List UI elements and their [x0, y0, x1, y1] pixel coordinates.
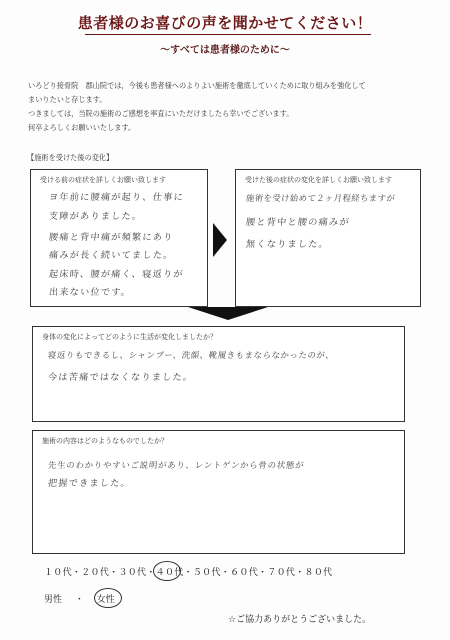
handwritten-line: 出来ない位です。	[48, 287, 132, 298]
age-separator: ・	[220, 568, 231, 578]
age-separator: ・	[146, 568, 156, 578]
age-options	[44, 565, 332, 578]
intro-line: つきましては，当院の施術のご感想を率直にいただけましたら幸いでございます。	[28, 109, 294, 118]
handwritten-line: 寝返りもできるし、シャンプー、洗顔、靴履きもまならなかったのが、	[47, 350, 335, 360]
age-separator: ・	[258, 568, 268, 578]
age-option-selected[interactable]: ４０代	[156, 565, 184, 578]
handwritten-line: 無くなりました。	[245, 239, 330, 250]
handwritten-line: 腰痛と背中痛が頻繁にあり	[48, 232, 175, 243]
handwritten-line: 腰と背中と腰の痛みが	[245, 217, 351, 228]
age-option[interactable]: ７０代	[267, 568, 296, 578]
age-option[interactable]: ６０代	[230, 568, 258, 578]
age-option[interactable]: ２０代	[81, 568, 110, 578]
gender-separator: ・	[74, 595, 84, 605]
title-underline	[85, 34, 371, 35]
handwritten-line: 痛みが長く続いてました。	[48, 250, 175, 261]
treatment-content-box[interactable]	[32, 430, 405, 554]
gender-male-option[interactable]: 男性	[44, 595, 63, 605]
age-separator: ・	[295, 568, 305, 578]
handwritten-line: 支障がありました。	[48, 211, 143, 222]
gender-female-option-selected[interactable]: 女性	[97, 592, 115, 605]
section-heading: 【施術を受けた後の変化】	[27, 153, 114, 162]
handwritten-line: 今は苦痛ではなくなりました。	[47, 372, 194, 383]
before-symptoms-box[interactable]	[30, 169, 208, 307]
before-symptoms-label: 受ける前の症状を詳しくお願い致します	[40, 176, 166, 184]
age-separator: ・	[183, 568, 193, 578]
arrow-down-icon	[188, 307, 268, 320]
after-symptoms-box[interactable]	[235, 169, 421, 307]
life-change-label: 身体の変化によってどのように生活が変化しましたか？	[42, 333, 217, 341]
arrow-right-icon	[213, 223, 227, 257]
gender-options	[44, 592, 115, 605]
after-symptoms-label: 受けた後の症状の変化を詳しくお願い致します	[245, 176, 392, 184]
age-separator: ・	[109, 568, 119, 578]
age-option[interactable]: １０代	[44, 568, 72, 578]
handwritten-line: 起床時、腰が痛く、寝返りが	[48, 269, 185, 280]
handwritten-line: 施術を受け始めて２ヶ月程経ちますが	[245, 193, 396, 203]
intro-line: 何卒よろしくお願いいたします。	[28, 123, 136, 132]
intro-line: いろどり接骨院 郡山院では，今後も患者様へのよりよい施術を徹底していくために取り組みを強化して	[28, 81, 366, 90]
page-title: 患者様のお喜びの声を聞かせてください！	[77, 14, 373, 32]
handwritten-line: ヨ年前に腰痛が起り、仕事に	[48, 192, 185, 203]
age-separator: ・	[71, 568, 82, 578]
handwritten-line: 先生のわかりやすいご説明があり、レントゲンから骨の状態が	[47, 460, 305, 470]
page-subtitle: ～すべては患者様のために～	[160, 45, 290, 56]
age-option[interactable]: ３０代	[118, 568, 147, 578]
life-change-box[interactable]	[32, 326, 405, 422]
handwritten-line: 把握できました。	[47, 478, 132, 489]
age-option[interactable]: ５０代	[192, 568, 221, 578]
thank-you-note: ☆ご協力ありがとうございました。	[228, 615, 372, 625]
age-option[interactable]: ８０代	[304, 568, 333, 578]
intro-text	[28, 79, 428, 135]
treatment-content-label: 施術の内容はどのようなものでしたか？	[42, 437, 168, 445]
intro-line: まいりたいと存じます。	[28, 95, 107, 104]
